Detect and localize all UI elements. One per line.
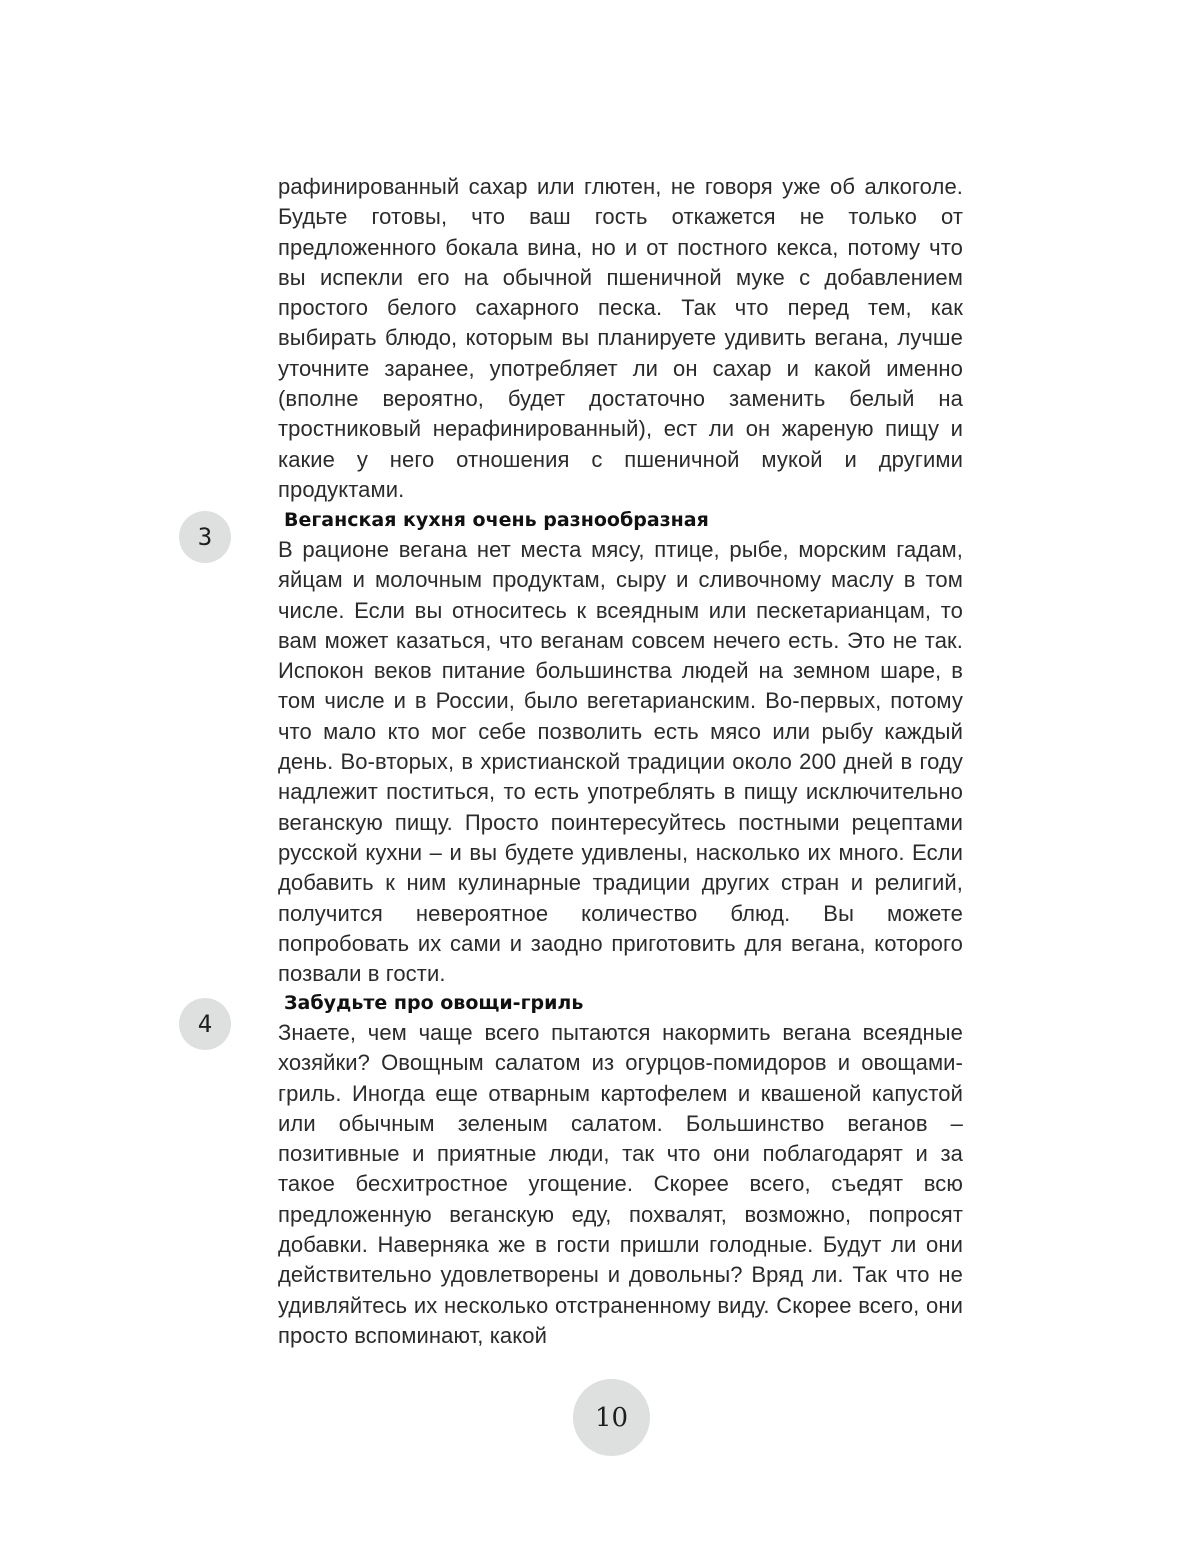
- section-number-badge: 3: [179, 511, 231, 563]
- section-paragraph: Знаете, чем чаще всего пытаются накормить вегана всеядные хозяйки? Овощным салатом из огурцов-помидоров и овощами-гриль. Иногда еще отварным картофелем и квашеной капустой или обычным зелeным салатом. Большинство веганов – позитивные и приятные люди, так что они поблагодарят и за такое бесхитростное угощение. Скорее всего, съедят всю предложенную веганскую еду, похвалят, возможно, попросят добавки. Наверняка же в гости пришли голодные. Будут ли они действительно удовлетворены и довольны? Вряд ли. Так что не удивляйтесь их несколько отстраненному виду. Скорее всего, они просто вспоминают, какой: [278, 1020, 963, 1348]
- section-3: [278, 507, 963, 989]
- page-number: 10: [573, 1379, 650, 1456]
- intro-block: [278, 172, 963, 505]
- section-heading: Забудьте про овощи-гриль: [284, 992, 584, 1014]
- intro-paragraph: рафинированный сахар или глютен, не говоря уже об алкоголе. Будьте готовы, что ваш гость откажется не только от предложенного бокала вина, но и от постного кекса, потому что вы испекли его на обычной пшеничной муке с добавлением простого белого сахарного песка. Так что перед тем, как выбирать блюдо, которым вы планируете удивить вегана, лучше уточните заранее, употребляет ли он сахар и какой именно (вполне вероятно, будет достаточно заменить белый на тростниковый нерафинированный), ест ли он жареную пищу и какие у него отношения с пшеничной мукой и другими продуктами.: [278, 174, 963, 502]
- section-number-badge: 4: [179, 998, 231, 1050]
- section-4: [278, 990, 963, 1351]
- section-heading: Веганская кухня очень разнообразная: [284, 509, 709, 531]
- section-paragraph: В рационе вегана нет места мясу, птице, рыбе, морским гадам, яйцам и молочным продуктам, сыру и сливочному маслу в том числе. Если вы относитесь к всеядным или пескетарианцам, то вам может казаться, что веганам совсем нечего есть. Это не так. Испокон веков питание большинства людей на земном шаре, в том числе и в России, было вегетарианским. Во-первых, потому что мало кто мог себе позволить есть мясо или рыбу каждый день. Во-вторых, в христианской традиции около 200 дней в году надлежит поститься, то есть употреблять в пищу исключительно веганскую пищу. Просто поинтересуйтесь постными рецептами русской кухни – и вы будете удивлены, насколько их много. Если добавить к ним кулинарные традиции других стран и религий, получится невероятное количество блюд. Вы можете попробовать их сами и заодно приготовить для вегана, которого позвали в гости.: [278, 537, 963, 987]
